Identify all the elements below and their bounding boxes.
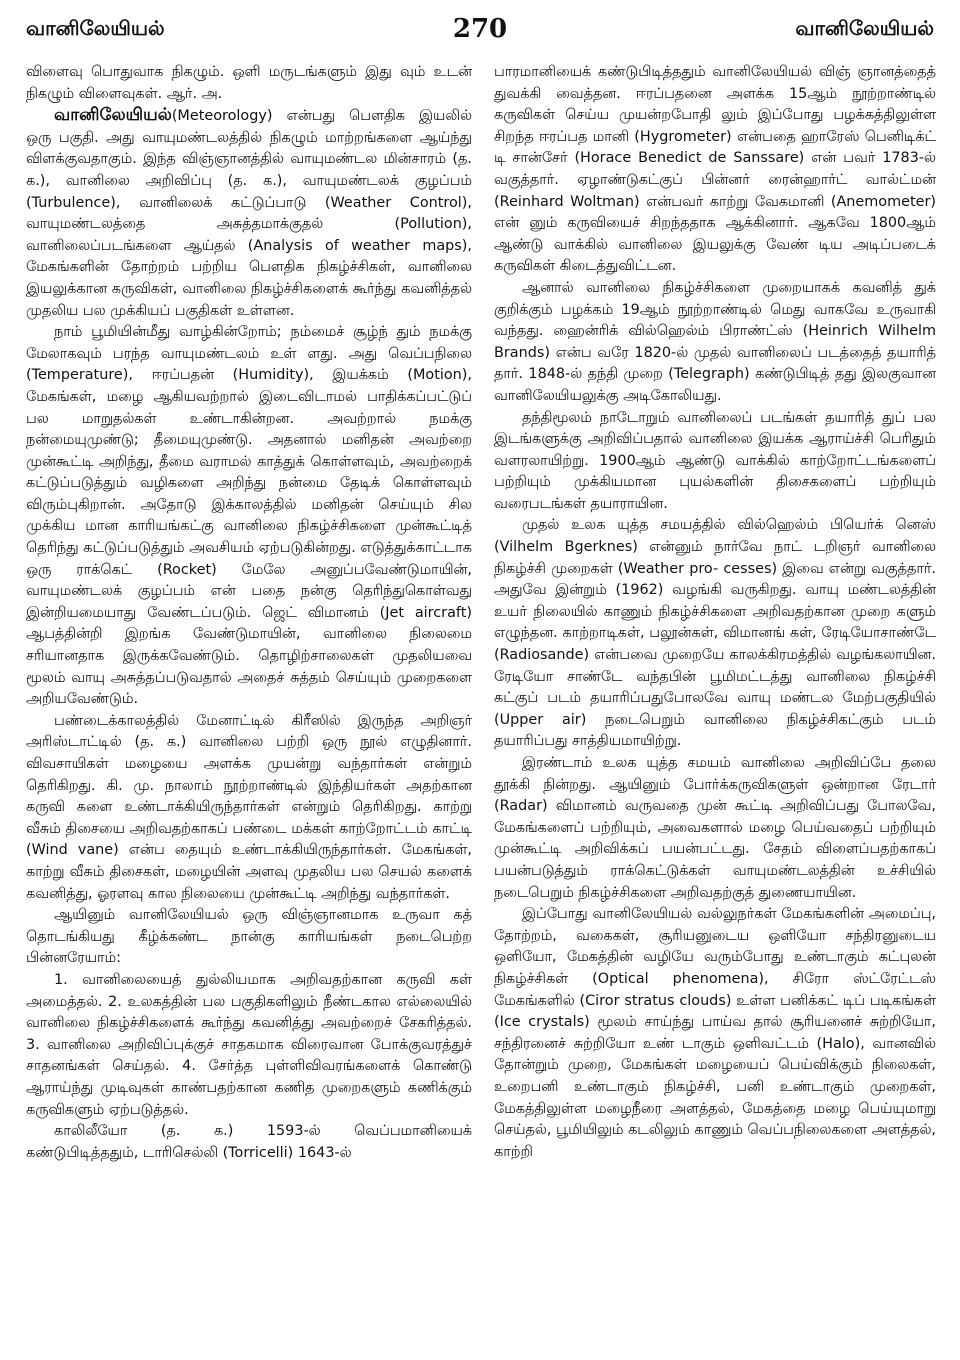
paragraph — [26, 970, 472, 1121]
running-head-right: வானிலேயியல் — [795, 16, 934, 40]
paragraph — [26, 62, 472, 105]
paragraph — [26, 711, 472, 905]
entry-title: வானிலேயியல் — [54, 105, 172, 126]
paragraph — [494, 753, 936, 904]
paragraph — [494, 515, 936, 753]
paragraph-text: முதல் உலக யுத்த சமயத்தில் வில்ஹெல்ம் பியெர்க் னெஸ் (Vilhelm Bgerknes) என்னும் நார்வே நாட் டறிஞர் வானிலை நிகழ்ச்சி முறைகள் (Weather pro- cesses) இவை என்று வகுத்தார். அதுவே இன்றும் (1962) வழங்கி வருகிறது. வாயு மண்டலத்தின் உயர் நிலையில் காணும் நிகழ்ச்சிகளை அறிவதற்கான முறை களும் எழுந்தன. காற்றாடிகள், பலூன்கள், விமானங் கள், ரேடியோசாண்டே (Radiosande) என்பவை முறையே காலக்கிரமத்தில் வழங்கலாயின. ரேடியோ சாண்டே வந்தபின் பூமிமட்டத்து வானிலை நிகழ்ச்சி கட்குப் படம் தயாரிப்பதுபோலவே வாயு மண்டல மேற்பகுதியில் (Upper air) நடைபெறும் வானிலை நிகழ்ச்சிகட்கும் படம் தயாரிப்பது சாத்தியமாயிற்று. — [494, 517, 936, 750]
left-column — [26, 62, 472, 1346]
paragraph-text: ஆனால் வானிலை நிகழ்ச்சிகளை முறையாகக் கவனித் துக் குறிக்கும் பழக்கம் 19ஆம் நூற்றாண்டில் மெது வாகவே உருவாகி வந்தது. ஹைன்ரிக் வில்ஹெல்ம் பிராண்ட்ஸ் (Heinrich Wilhelm Brands) என்ப வரே 1820-ல் முதல் வானிலைப் படத்தைத் தயாரித் தார். 1848-ல் தந்தி முறை (Telegraph) கண்டுபிடித் தது இலகுவான வானிலேயியலுக்கு அடிகோலியது. — [494, 279, 936, 404]
paragraph-text: ஆயினும் வானிலேயியல் ஒரு விஞ்ஞானமாக உருவா கத் தொடங்கியது கீழ்க்கண்ட நான்கு காரியங்கள் நடைபெற்ற பின்னரேயாம்: — [26, 907, 472, 967]
paragraph — [494, 408, 936, 516]
right-column — [494, 62, 936, 1346]
paragraph-text: விளைவு பொதுவாக நிகழும். ஒளி மருடங்களும் இது வும் உடன் நிகழும் விளைவுகள். ஆர். அ. — [26, 64, 472, 102]
paragraph — [26, 105, 472, 322]
paragraph — [494, 904, 936, 1163]
paragraph — [494, 278, 936, 408]
paragraph-text: இரண்டாம் உலக யுத்த சமயம் வானிலை அறிவிப்பே தலை தூக்கி நின்றது. ஆயினும் போர்க்கருவிகளுள் ஒன்றான ரேடார் (Radar) விமானம் வருவதை முன் கூட்டி அறிவிப்பது போலவே, மேகங்களைப் பற்றியும், அவைகளால் மழை பெய்வதைப் பற்றியும் முன்கூட்டி அறிவிக்கப் பயன்பட்டது. சேதம் விளைப்பதற்காகப் பயன்படுத்தும் ராக்கெட்டுக்கள் வாயுமண்டலத்தின் உச்சியில் நடைபெறும் நிகழ்ச்சிகளை அறிவதற்குத் துணையாயின. — [494, 755, 936, 901]
paragraph-text: தந்திமூலம் நாடோறும் வானிலைப் படங்கள் தயாரித் துப் பல இடங்களுக்கு அறிவிப்பதால் வானிலை இயக்க ஆராய்ச்சி பெரிதும் வளரலாயிற்று. 1900ஆம் ஆண்டு வாக்கில் காற்றோட்டங்களைப் பற்றியும் முக்கியமான புயல்களின் திசைகளைப் பற்றியும் வரைபடங்கள் தயாராயின. — [494, 409, 936, 512]
paragraph — [494, 62, 936, 278]
running-head-left: வானிலேயியல் — [26, 16, 165, 40]
paragraph — [26, 1121, 472, 1164]
paragraph-text: (Meteorology) என்பது பௌதிக இயலில் ஒரு பகுதி. அது வாயுமண்டலத்தில் நிகழும் மாற்றங்களை ஆய்ந்து விளக்குவதாகும். இந்த விஞ்ஞானத்தில் வாயுமண்டல மின்சாரம் (த. க.), வானிலை அறிவிப்பு (த. க.), வாயுமண்டலக் குழப்பம் (Turbulence), வானிலைக் கட்டுப்பாடு (Weather Control), வாயுமண்டலத்தை அசுத்தமாக்குதல் (Pollution), வானிலைப்படங்களை ஆய்தல் (Analysis of weather maps), மேகங்களின் தோற்றம் பற்றிய பௌதிக நிகழ்ச்சிகள், வானிலை இயலுக்கான கருவிகள், வானிலை நிகழ்ச்சிகளைக் கூர்ந்து கவனித்தல் முதலிய பல முக்கியப் பகுதிகள் உள்ளன. — [26, 108, 472, 319]
paragraph-text: 1. வானிலையைத் துல்லியமாக அறிவதற்கான கருவி கள் அமைத்தல். 2. உலகத்தின் பல பகுதிகளிலும் நீண்டகால எல்லையில் வானிலை நிகழ்ச்சிகளைக் கூர்ந்து கவனித்து அவற்றைச் சேகரித்தல். 3. வானிலை அறிவிப்புக்குச் சாதகமாக விரைவான போக்குவரத்துச் சாதனங்கள் செய்தல். 4. சேர்த்த புள்ளிவிவரங்களைக் கொண்டு ஆராய்ந்து முடிவுகள் காண்பதற்கான கணித முறைகளும் கணிக்கும் கருவிகளும் ஏற்படுத்தல். — [26, 971, 472, 1118]
paragraph-text: பாரமானியைக் கண்டுபிடித்ததும் வானிலேயியல் விஞ் ஞானத்தைத் துவக்கி வைத்தன. ஈரப்பதனை அளக்க 15ஆம் நூற்றாண்டில் கருவிகள் செய்ய முயன்றபோதி லும் இப்போது பழக்கத்திலுள்ள சிறந்த ஈரப்பத மானி (Hygrometer) என்பதை ஹாரேஸ் பெனிடிக்ட் டி சான்சேர் (Horace Benedict de Sanssare) என் பவர் 1783-ல் வகுத்தார். ஏழாண்டுகட்குப் பின்னர் ரைன்ஹார்ட் வால்ட்மன் (Reinhard Woltman) என்பவர் காற்று வேகமானி (Anemometer) என் னும் கருவியைச் சிறந்ததாக ஆக்கினார். ஆகவே 1800ஆம் ஆண்டு வாக்கில் வானிலை இயலுக்கு வேண் டிய அடிப்படைக் கருவிகள் கிடைத்துவிட்டன. — [494, 64, 936, 275]
page-header — [26, 14, 934, 54]
paragraph-text: நாம் பூமியின்மீது வாழ்கின்றோம்; நம்மைச் சூழ்ந் தும் நமக்கு மேலாகவும் பரந்த வாயுமண்டலம் உள் ளது. அது வெப்பநிலை (Temperature), ஈரப்பதன் (Humidity), இயக்கம் (Motion), மேகங்கள், மழை ஆகியவற்றால் இடைவிடாமல் பாதிக்கப்பட்டுப் பல மாறுதல்கள் உண்டாகின்றன. அவற்றால் நமக்கு நன்மையுமுண்டு; தீமையுமுண்டு. அதனால் மனிதன் அவற்றை முன்கூட்டி அறிந்து, தீமை வராமல் காத்துக் கொள்ளவும், அவற்றைக் கட்டுப்படுத்தும் வழிகளை அறிந்து நன்மை தேடிக் கொள்ளவும் விரும்புகிறான். அதோடு இக்காலத்தில் மனிதன் செய்யும் சில முக்கிய மான காரியங்கட்கு வானிலை நிகழ்ச்சிகளை முன்கூட்டித் தெரிந்து கட்டுப்படுத்தும் அவசியம் ஏற்படுகின்றது. எடுத்துக்காட்டாக ஒரு ராக்கெட் (Rocket) மேலே அனுப்பவேண்டுமாயின், வாயுமண்டலக் குழப்பம் என் பதை நன்கு தெரிந்துகொள்வது இன்றியமையாது வேண்டப்படும். ஜெட் விமானம் (Jet aircraft) ஆபத்தின்றி இறங்க வேண்டுமாயின், வானிலை நிலைமை சரியானதாக இருக்கவேண்டும். தொழிற்சாலைகள் முதலியவை மூலம் வாயு அசுத்தப்படுவதால் அதைச் சுத்தம் செய்யும் முறைகளை அறியவேண்டும். — [26, 324, 472, 708]
paragraph — [26, 905, 472, 970]
paragraph-text: பண்டைக்காலத்தில் மேனாட்டில் கிரீஸில் இருந்த அறிஞர் அரிஸ்டாட்டில் (த. க.) வானிலை பற்றி ஒரு நூல் எழுதினார். விவசாயிகள் மழையை அளக்க முயன்று வந்தார்கள் என்றும் தெரிகிறது. கி. மு. நாலாம் நூற்றாண்டில் இந்தியர்கள் அதற்கான கருவி களை உண்டாக்கியிருந்தார்கள் என்றும் தெரிகிறது. காற்று வீசும் திசையை அறிவதற்காகப் பண்டை மக்கள் காற்றோட்டம் காட்டி (Wind vane) என்ப தையும் உண்டாக்கியிருந்தார்கள். மேகங்கள், காற்று வீசும் திசைகள், மழையின் அளவு முதலிய பல செயல் களைக் கவனித்து, ஓரளவு கால நிலையை முன்கூட்டி அறிந்து வந்தார்கள். — [26, 712, 472, 902]
paragraph — [26, 322, 472, 711]
page-number: 270 — [452, 14, 508, 44]
paragraph-text: காலிலீயோ (த. க.) 1593-ல் வெப்பமானியைக் கண்டுபிடித்ததும், டாரிசெல்லி (Torricelli) 1643-ல் — [26, 1123, 472, 1161]
paragraph-text: இப்போது வானிலேயியல் வல்லுநர்கள் மேகங்களின் அமைப்பு, தோற்றம், வகைகள், சூரியனுடைய ஒளியோ சந்திரனுடைய ஒளியோ, மேகத்தின் வழியே வரும்போது உண்டாகும் கட்புலன் நிகழ்ச்சிகள் (Optical phenomena), சிரோ ஸ்ட்ரேட்டஸ் மேகங்களில் (Ciror stratus clouds) உள்ள பனிக்கட் டிப் படிகங்கள் (Ice crystals) மூலம் சாய்ந்து பாய்வ தால் சூரியனைச் சுற்றியோ, சந்திரனைச் சுற்றியோ உண் டாகும் ஒளிவட்டம் (Halo), வானவில் தோன்றும் முறை, மேகங்கள் மழையைப் பெய்விக்கும் நிலைகள், உறைபனி உண்டாகும் நிகழ்ச்சி, பனி உண்டாகும் முறைகள், மேகத்திலுள்ள மழைநீரை அளத்தல், மேகத்தை மழை பெய்யுமாறு செய்தல், பூமியிலும் கடலிலும் காணும் வெப்பநிலைகளை அளத்தல், காற்றி — [494, 906, 936, 1160]
